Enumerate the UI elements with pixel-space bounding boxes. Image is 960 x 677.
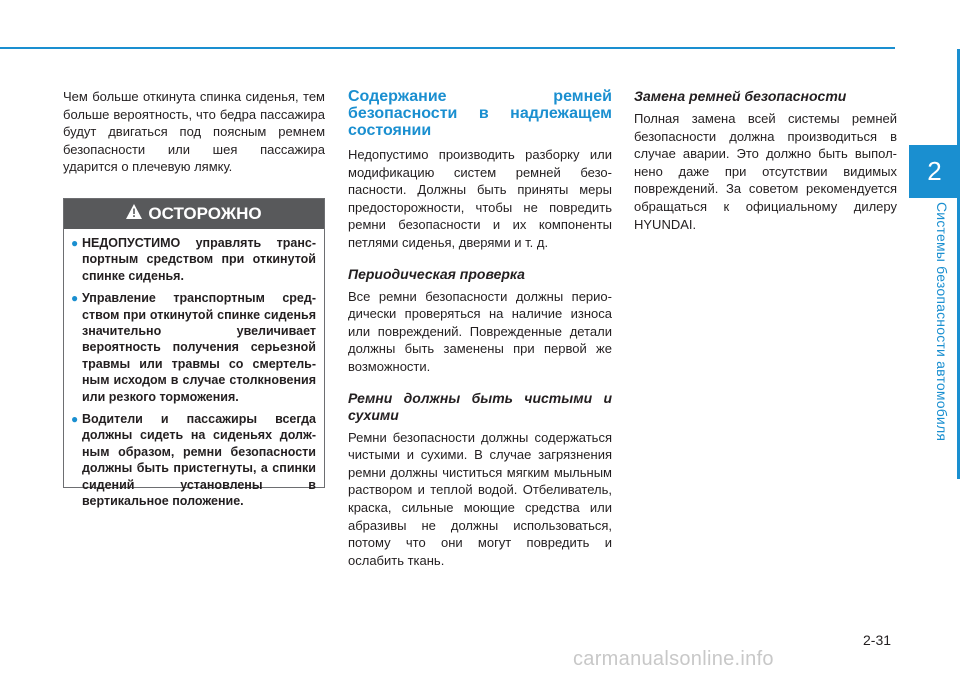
chapter-title: Системы безопасности автомобиля: [934, 202, 950, 442]
page-number: 2-31: [863, 632, 892, 648]
column-1: [63, 88, 325, 176]
subheading-replacement: Замена ремней безопасности: [634, 88, 847, 104]
column-2: [348, 88, 612, 569]
subheading-periodic-check: Периодическая проверка: [348, 265, 525, 282]
caution-item: ● НЕДОПУСТИМО управлять транспортным средством при откинутой спинке сиденья.: [71, 236, 316, 283]
caution-list: [64, 229, 324, 510]
caution-box: [63, 198, 325, 509]
intro-paragraph: Чем больше откинута спинка сиденья, тем больше вероятность, что бедра пассажира будут двигаться под поясным ремнем безопасности или шея пассажира ударится о плечевую лямку.: [63, 89, 325, 175]
paragraph: Все ремни безопасности должны периодически проверяться на наличие износа или повреждений. Поврежденные детали должны быть заменены при первой же возможности.: [348, 288, 612, 374]
subheading-clean-dry: Ремни должны быть чистыми и сухими: [348, 389, 612, 423]
paragraph: Недопустимо производить разборку или модификацию систем ремней безопасности. Должны быть приняты меры предосторожности, чтобы не повредить ремни безопасности и их компоненты петлями сиденья, дверями и т. д.: [348, 147, 612, 250]
warning-triangle-icon: [126, 204, 142, 224]
caution-header: [64, 199, 324, 229]
caution-title: ОСТОРОЖНО: [148, 204, 262, 223]
paragraph: Полная замена всей системы ремней безопасности должна производиться в случае аварии. Это должно быть выполнено даже при отсутствии видимых повреждений. За советом рекомендуется обращаться к официальному дилеру HYUNDAI.: [634, 111, 897, 232]
caution-item: ● Управление транспортным средством при откинутой спинке сиденья значительно увеличивает вероятность получения серьезной травмы или травмы со смертельным исходом в случае столкновения или резкого торможения.: [71, 291, 316, 404]
paragraph: Ремни безопасности должны содержаться чистыми и сухими. В случае загрязнения ремни должны чиститься мягким мыльным раствором и теплой водой. Отбеливатель, краска, сильные моющие средства или абразивы не должны использоваться, потому что они могут повредить и ослабить ткань.: [348, 429, 612, 568]
footer-watermark: carmanualsonline.info: [573, 648, 774, 670]
bullet-icon: ●: [71, 236, 79, 250]
column-3: [634, 88, 897, 233]
caution-item: ● Водители и пассажиры всегда должны сидеть на сиденьях должным образом, ремни безопасности должны быть пристегнуты, а спинки сидений установлены в вертикальное положение.: [71, 412, 316, 509]
bullet-icon: ●: [71, 291, 79, 306]
section-heading: Содержание ремней безопасности в надлежащем состоянии: [348, 88, 612, 139]
top-rule: [0, 47, 895, 49]
chapter-number-badge: 2: [909, 145, 960, 198]
bullet-icon: ●: [71, 412, 79, 427]
